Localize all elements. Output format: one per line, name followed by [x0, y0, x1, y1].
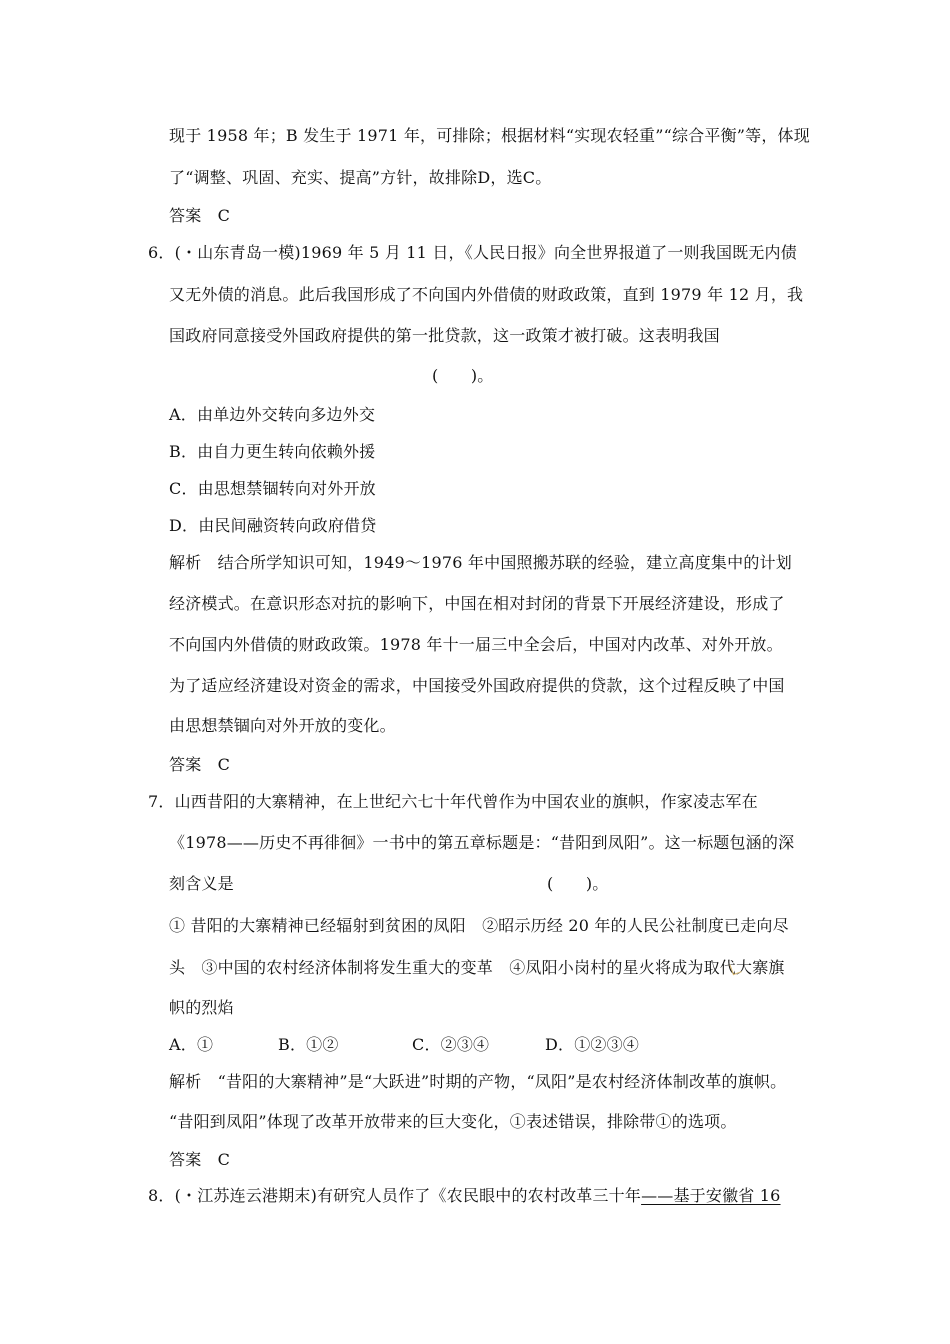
- question-6-stem: 6．(・山东青岛一模)1969 年 5 月 11 日，《人民日报》向全世界报道了一则我国既无内债: [148, 243, 797, 262]
- option-a: A．由单边外交转向多边外交: [169, 405, 376, 424]
- text-line: 为了适应经济建设对资金的需求，中国接受外国政府提供的贷款，这个过程反映了中国: [169, 676, 785, 695]
- text-line: “昔阳到凤阳”体现了改革开放带来的巨大变化，①表述错误，排除带①的选项。: [169, 1112, 737, 1131]
- question-8-text: 8．(・江苏连云港期末)有研究人员作了《农民眼中的农村改革三十年: [148, 1186, 642, 1205]
- text-line: 经济模式。在意识形态对抗的影响下，中国在相对封闭的背景下开展经济建设，形成了: [169, 594, 785, 613]
- analysis-line: 解析 结合所学知识可知，1949～1976 年中国照搬苏联的经验，建立高度集中的计划: [169, 553, 792, 572]
- text-line: 国政府同意接受外国政府提供的第一批贷款，这一政策才被打破。这表明我国: [169, 326, 720, 345]
- statement-line: 头 ③中国的农村经济体制将发生重大的变革 ④凤阳小岗村的星火将成为取代大寨旗: [169, 958, 785, 977]
- option-d: D．①②③④: [545, 1035, 640, 1054]
- option-d: D．由民间融资转向政府借贷: [169, 516, 377, 535]
- text-line: 了“调整、巩固、充实、提高”方针，故排除D，选C。: [169, 168, 552, 187]
- option-c: C．由思想禁锢转向对外开放: [169, 479, 376, 498]
- question-8-stem: [148, 1186, 781, 1206]
- statement-line: ① 昔阳的大寨精神已经辐射到贫困的凤阳 ②昭示历经 20 年的人民公社制度已走向尽: [169, 916, 789, 935]
- option-b: B．①②: [278, 1035, 339, 1054]
- option-c: C．②③④: [412, 1035, 490, 1054]
- question-8-underlined-text: ——基于安徽省 16: [641, 1186, 781, 1205]
- answer-blank: ( )。: [547, 874, 609, 893]
- text-line: 又无外债的消息。此后我国形成了不向国内外借债的财政政策，直到 1979 年 12 月，我: [169, 285, 804, 304]
- text-line: 不向国内外借债的财政政策。1978 年十一届三中全会后，中国对内改革、对外开放。: [169, 635, 783, 654]
- statement-line: 帜的烈焰: [169, 998, 234, 1017]
- question-7-stem: 7．山西昔阳的大寨精神，在上世纪六七十年代曾作为中国农业的旗帜，作家凌志军在: [148, 792, 758, 811]
- answer-blank: ( )。: [432, 366, 494, 385]
- text-line: 《1978——历史不再徘徊》一书中的第五章标题是：“昔阳到凤阳”。这一标题包涵的深: [169, 833, 795, 852]
- text-line: 由思想禁锢向对外开放的变化。: [169, 716, 396, 735]
- answer-line: 答案 C: [169, 206, 231, 225]
- analysis-line: 解析 “昔阳的大寨精神”是“大跃进”时期的产物，“凤阳”是农村经济体制改革的旗帜。: [169, 1072, 787, 1091]
- answer-line: 答案 C: [169, 755, 231, 774]
- option-b: B．由自力更生转向依赖外援: [169, 442, 376, 461]
- answer-line: 答案 C: [169, 1150, 231, 1169]
- text-line: 刻含义是: [169, 874, 234, 893]
- option-a: A．①: [169, 1035, 214, 1054]
- text-line: 现于 1958 年；B 发生于 1971 年，可排除；根据材料“实现农轻重”“综合平衡”等，体现: [169, 126, 810, 145]
